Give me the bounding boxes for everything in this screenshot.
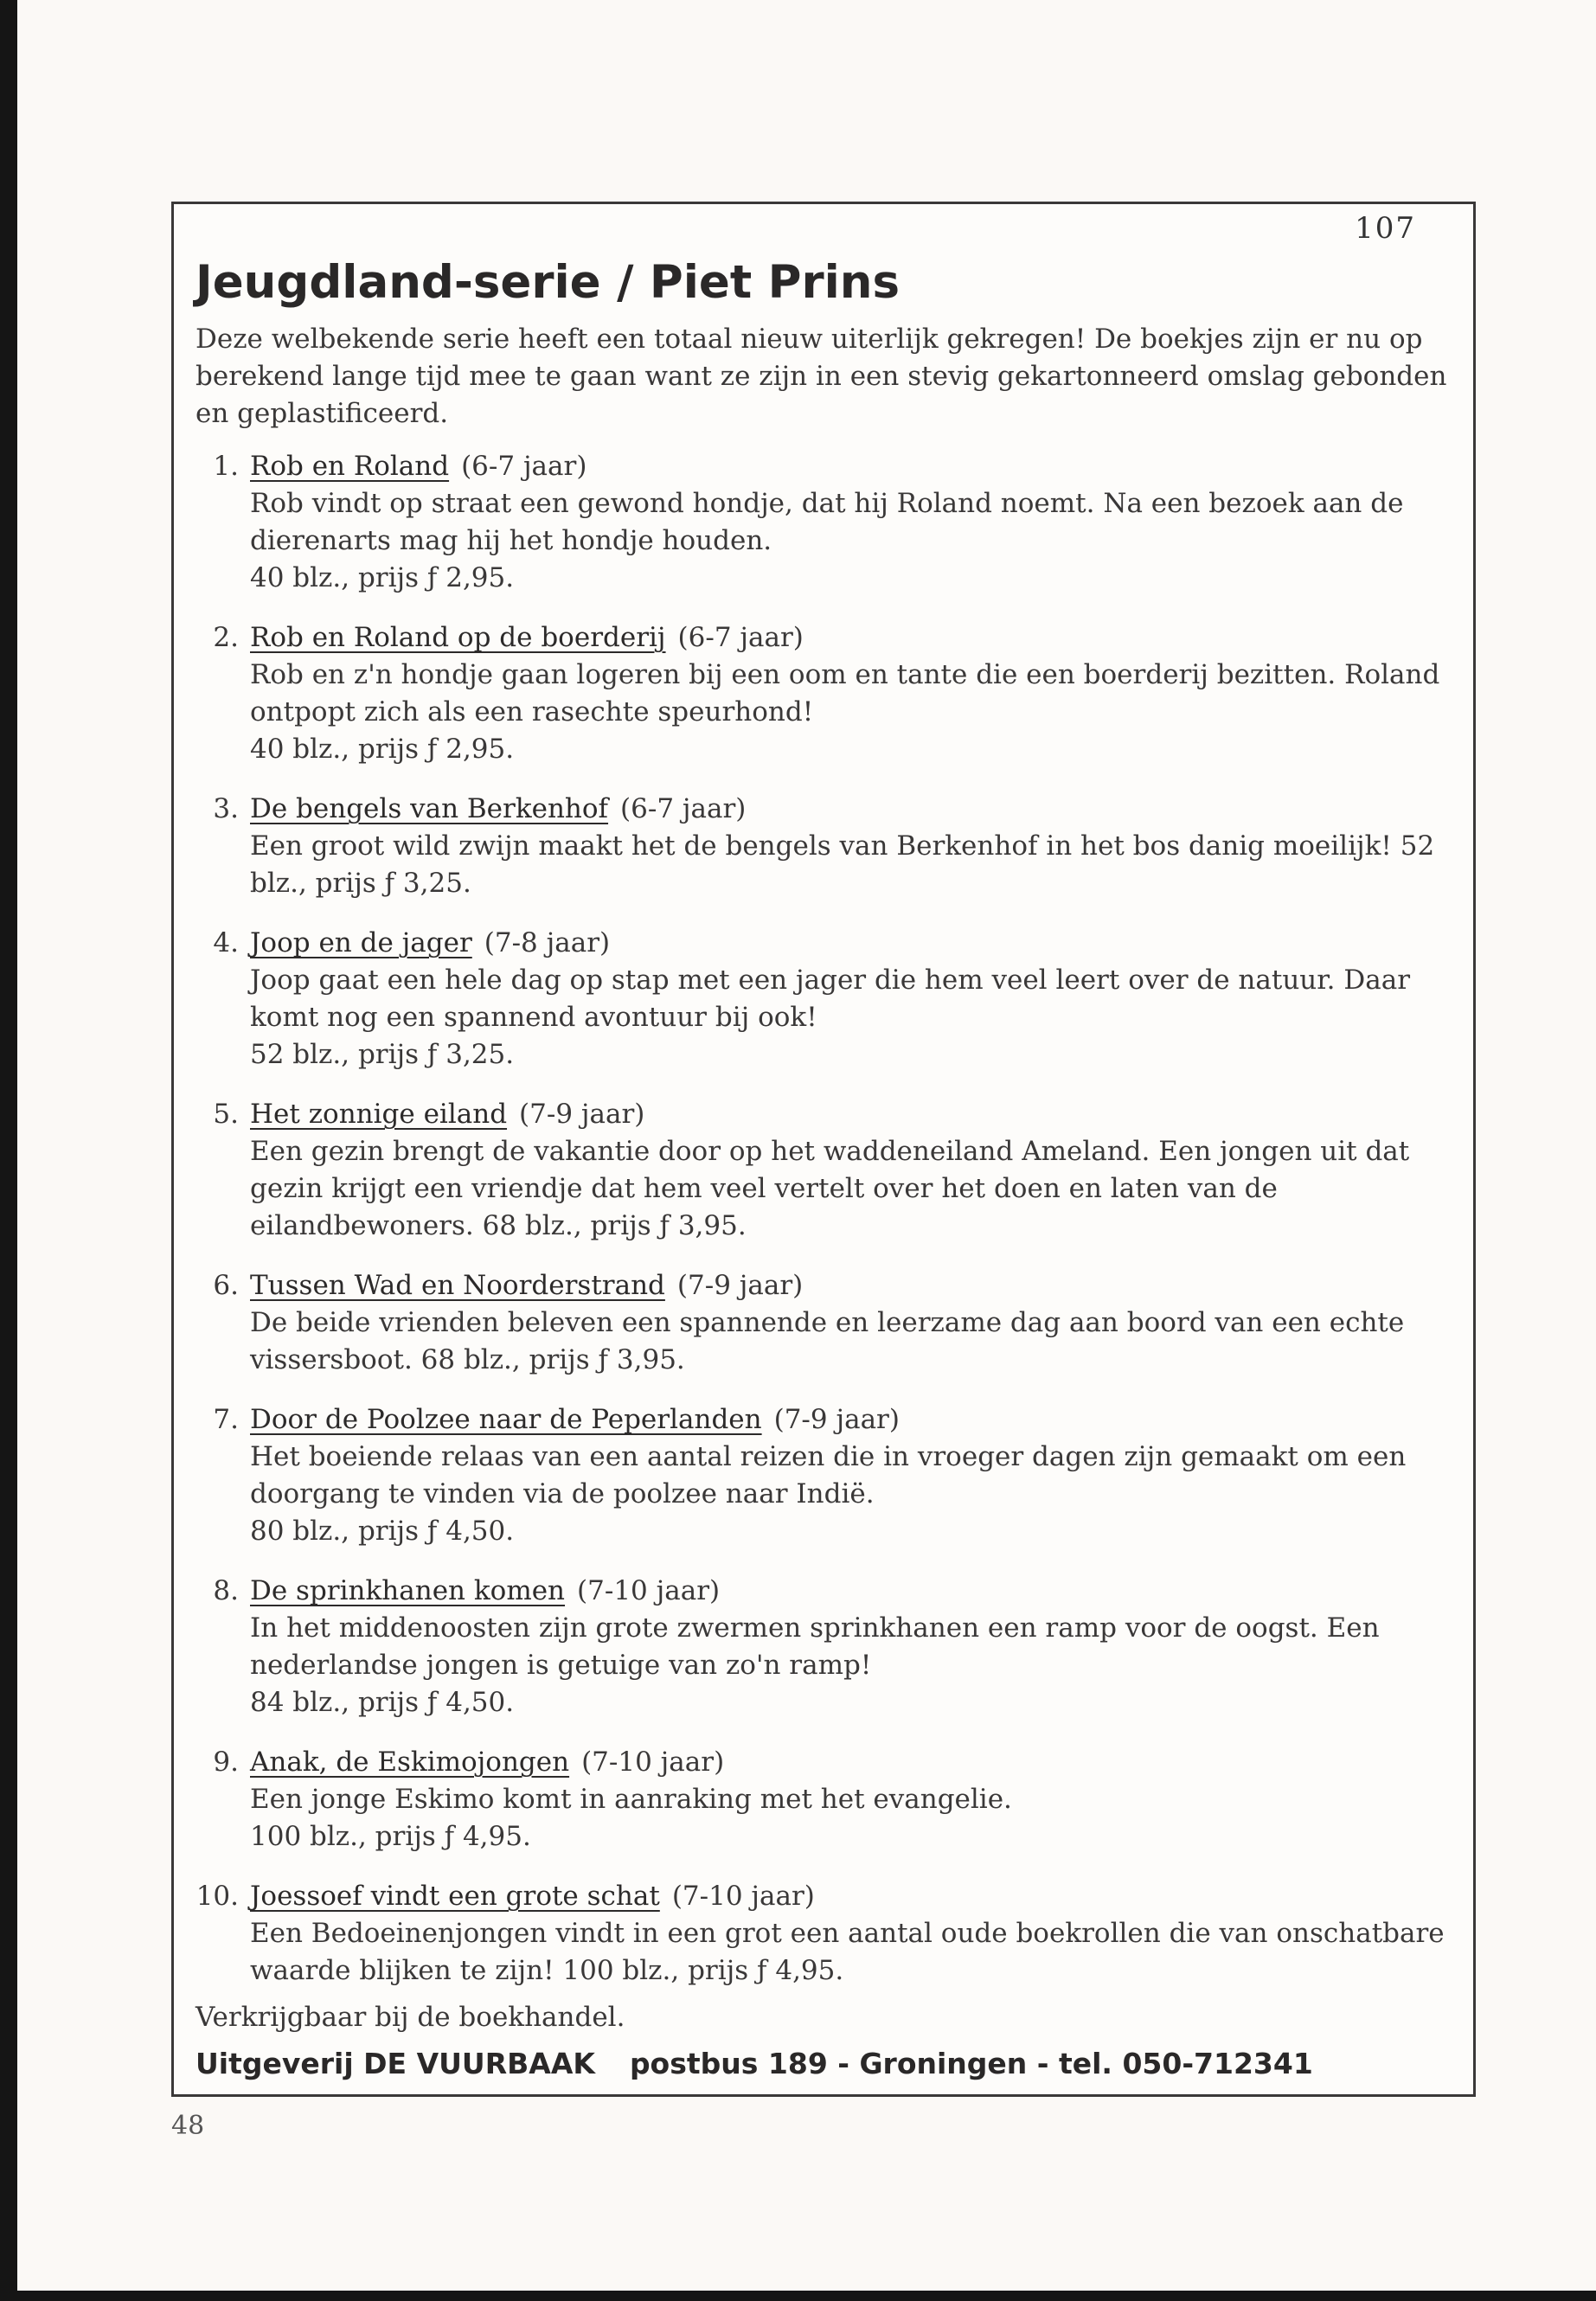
book-description: Rob vindt op straat een gewond hondje, dat hij Roland noemt. Na een bezoek aan de dierenarts mag hij het hondje houden. bbox=[250, 488, 1404, 556]
list-item bbox=[174, 1096, 1473, 1245]
age-range: (6-7 jaar) bbox=[620, 793, 747, 824]
item-number: 3. bbox=[213, 793, 239, 824]
book-description: De beide vrienden beleven een spannende en leerzame dag aan boord van een echte vissersboot. 68 blz., prijs ƒ 3,95. bbox=[250, 1307, 1405, 1375]
book-title: Tussen Wad en Noorderstrand bbox=[250, 1270, 665, 1301]
book-price: 52 blz., prijs ƒ 3,25. bbox=[250, 1039, 515, 1070]
list-item bbox=[174, 1878, 1473, 1990]
book-title: Anak, de Eskimojongen bbox=[250, 1747, 570, 1778]
age-range: (7-10 jaar) bbox=[577, 1575, 721, 1606]
item-number: 8. bbox=[213, 1575, 239, 1606]
book-list bbox=[174, 448, 1473, 2012]
book-title: De bengels van Berkenhof bbox=[250, 793, 609, 824]
book-description: In het middenoosten zijn grote zwermen sprinkhanen een ramp voor de oogst. Een nederlandse jongen is getuige van zo'n ramp! bbox=[250, 1612, 1380, 1681]
item-number: 10. bbox=[195, 1881, 239, 1912]
item-number: 7. bbox=[213, 1404, 239, 1435]
book-title: Rob en Roland bbox=[250, 451, 450, 482]
age-range: (6-7 jaar) bbox=[677, 622, 804, 653]
item-number: 6. bbox=[213, 1270, 239, 1301]
list-item bbox=[174, 619, 1473, 768]
age-range: (6-7 jaar) bbox=[461, 451, 587, 482]
page-number-bottom: 48 bbox=[171, 2111, 205, 2141]
book-price: 84 blz., prijs ƒ 4,50. bbox=[250, 1687, 515, 1718]
book-title: Het zonnige eiland bbox=[250, 1099, 508, 1130]
list-item bbox=[174, 1401, 1473, 1550]
book-price: 40 blz., prijs ƒ 2,95. bbox=[250, 562, 515, 593]
book-description: Een Bedoeinenjongen vindt in een grot een aantal oude boekrollen die van onschatbare waarde blijken te zijn! 100 blz., prijs ƒ 4,95. bbox=[250, 1918, 1445, 1986]
book-description: Joop gaat een hele dag op stap met een jager die hem veel leert over de natuur. Daar komt nog een spannend avontuur bij ook! bbox=[250, 965, 1411, 1033]
publisher-address: postbus 189 - Groningen - tel. 050-712341 bbox=[629, 2047, 1313, 2080]
age-range: (7-8 jaar) bbox=[484, 927, 611, 958]
list-item bbox=[174, 925, 1473, 1074]
age-range: (7-10 jaar) bbox=[581, 1747, 725, 1778]
item-number: 9. bbox=[213, 1747, 239, 1778]
book-description: Een jonge Eskimo komt in aanraking met het evangelie. bbox=[250, 1784, 1012, 1815]
availability-note: Verkrijgbaar bij de boekhandel. bbox=[195, 2002, 625, 2033]
book-description: Rob en z'n hondje gaan logeren bij een oom en tante die een boerderij bezitten. Roland ontpopt zich als een rasechte speurhond! bbox=[250, 659, 1440, 727]
page-number-top: 107 bbox=[1355, 211, 1416, 246]
age-range: (7-9 jaar) bbox=[773, 1404, 900, 1435]
book-description: Een groot wild zwijn maakt het de bengels van Berkenhof in het bos danig moeilijk! 52 blz., prijs ƒ 3,25. bbox=[250, 830, 1435, 899]
book-title: Rob en Roland op de boerderij bbox=[250, 622, 666, 653]
item-number: 5. bbox=[213, 1099, 239, 1130]
item-number: 1. bbox=[213, 451, 239, 482]
publisher-line bbox=[195, 2047, 1476, 2080]
list-item bbox=[174, 1744, 1473, 1856]
book-price: 100 blz., prijs ƒ 4,95. bbox=[250, 1821, 531, 1852]
list-item bbox=[174, 791, 1473, 902]
publisher-name: Uitgeverij DE VUURBAAK bbox=[195, 2047, 595, 2080]
book-title: De sprinkhanen komen bbox=[250, 1575, 566, 1606]
book-price: 80 blz., prijs ƒ 4,50. bbox=[250, 1516, 515, 1547]
item-number: 4. bbox=[213, 927, 239, 958]
intro-text: Deze welbekende serie heeft een totaal nieuw uiterlijk gekregen! De boekjes zijn er nu op berekend lange tijd mee te gaan want ze zijn in een stevig gekartonneerd omslag gebonden en geplastificeerd. bbox=[195, 324, 1447, 429]
list-item bbox=[174, 1267, 1473, 1379]
advertisement-box bbox=[171, 202, 1476, 2097]
page bbox=[17, 0, 1596, 2291]
book-description: Een gezin brengt de vakantie door op het waddeneiland Ameland. Een jongen uit dat gezin krijgt een vriendje dat hem veel vertelt over het doen en laten van de eilandbewoners. 68 blz., prijs ƒ 3,95. bbox=[250, 1136, 1410, 1241]
ad-title: Jeugdland-serie / Piet Prins bbox=[195, 256, 901, 309]
age-range: (7-10 jaar) bbox=[671, 1881, 815, 1912]
book-title: Door de Poolzee naar de Peperlanden bbox=[250, 1404, 762, 1435]
list-item bbox=[174, 1573, 1473, 1721]
age-range: (7-9 jaar) bbox=[676, 1270, 804, 1301]
book-price: 40 blz., prijs ƒ 2,95. bbox=[250, 734, 515, 765]
item-number: 2. bbox=[213, 622, 239, 653]
list-item bbox=[174, 448, 1473, 597]
age-range: (7-9 jaar) bbox=[519, 1099, 645, 1130]
book-title: Joessoef vindt een grote schat bbox=[250, 1881, 660, 1912]
book-description: Het boeiende relaas van een aantal reizen die in vroeger dagen zijn gemaakt om een doorgang te vinden via de poolzee naar Indië. bbox=[250, 1441, 1407, 1509]
book-title: Joop en de jager bbox=[250, 927, 472, 958]
